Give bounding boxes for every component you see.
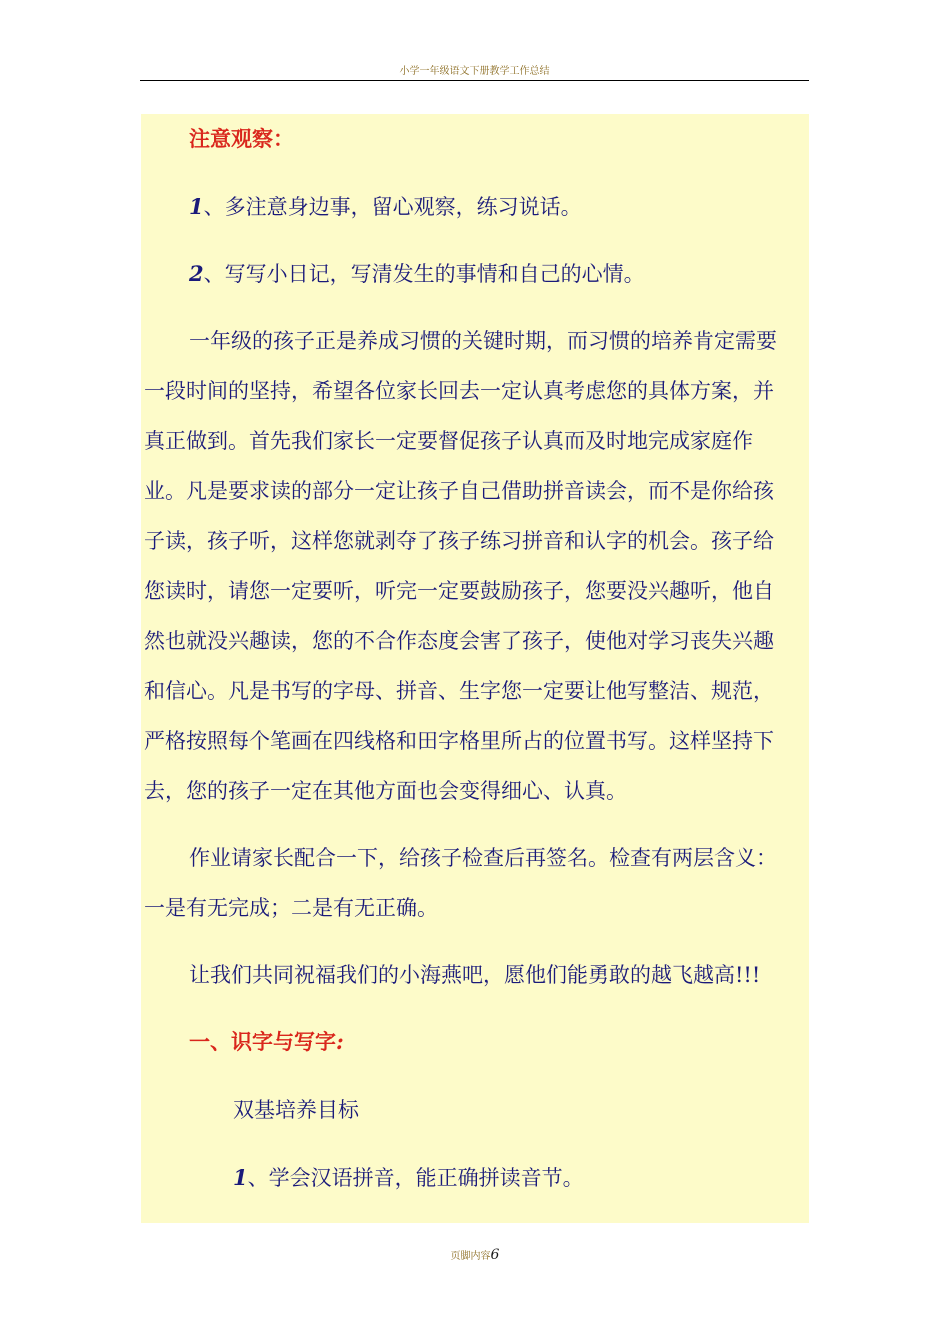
footer-label: 页脚内容	[450, 1251, 491, 1262]
paragraph-line: 严格按照每个笔画在四线格和田字格里所占的位置书写。这样坚持下	[144, 729, 774, 753]
item-text: 、学会汉语拼音，能正确拼读音节。	[247, 1166, 584, 1190]
page-footer	[0, 1247, 950, 1263]
paragraph-line: 作业请家长配合一下，给孩子检查后再签名。检查有两层含义：	[189, 846, 777, 870]
closing-paragraph: 让我们共同祝福我们的小海燕吧，愿他们能勇敢的越飞越高!!!	[189, 963, 761, 987]
paragraph-line: 一段时间的坚持，希望各位家长回去一定认真考虑您的具体方案，并	[144, 379, 774, 403]
item-number: 1	[233, 1165, 248, 1190]
paragraph-line: 您读时，请您一定要听，听完一定要鼓励孩子，您要没兴趣听，他自	[144, 579, 774, 603]
page-header: 小学一年级语文下册教学工作总结	[399, 66, 550, 77]
paragraph-line: 一是有无完成；二是有无正确。	[144, 896, 438, 920]
paragraph-line: 真正做到。首先我们家长一定要督促孩子认真而及时地完成家庭作	[144, 429, 753, 453]
page-number: 6	[490, 1247, 500, 1263]
paragraph-line: 和信心。凡是书写的字母、拼音、生字您一定要让他写整洁、规范，	[144, 679, 774, 703]
section-heading	[189, 1028, 857, 1056]
paragraph-line: 去，您的孩子一定在其他方面也会变得细心、认真。	[144, 779, 627, 803]
item-text: 、多注意身边事，留心观察，练习说话。	[203, 195, 582, 219]
item-number: 2	[189, 261, 204, 286]
observe-item-1	[189, 193, 857, 221]
item-number: 1	[189, 194, 204, 219]
paragraph-line: 业。凡是要求读的部分一定让孩子自己借助拼音读会，而不是你给孩	[144, 479, 774, 503]
paragraph-line: 一年级的孩子正是养成习惯的关键时期，而习惯的培养肯定需要	[189, 329, 777, 353]
document-body	[141, 114, 809, 1223]
goal-item-1	[233, 1164, 901, 1192]
item-text: 、写写小日记，写清发生的事情和自己的心情。	[203, 262, 645, 286]
paragraph-line: 子读，孩子听，这样您就剥夺了孩子练习拼音和认字的机会。孩子给	[144, 529, 774, 553]
observe-item-2	[189, 260, 857, 288]
section-heading-text: 一、识字与写字	[189, 1029, 336, 1054]
paragraph-line: 然也就没兴趣读，您的不合作态度会害了孩子，使他对学习丧失兴趣	[144, 629, 774, 653]
header-divider	[140, 80, 809, 81]
subheading: 双基培养目标	[233, 1098, 359, 1122]
section-heading-mark: :	[336, 1029, 344, 1054]
observe-heading: 注意观察：	[189, 126, 294, 151]
